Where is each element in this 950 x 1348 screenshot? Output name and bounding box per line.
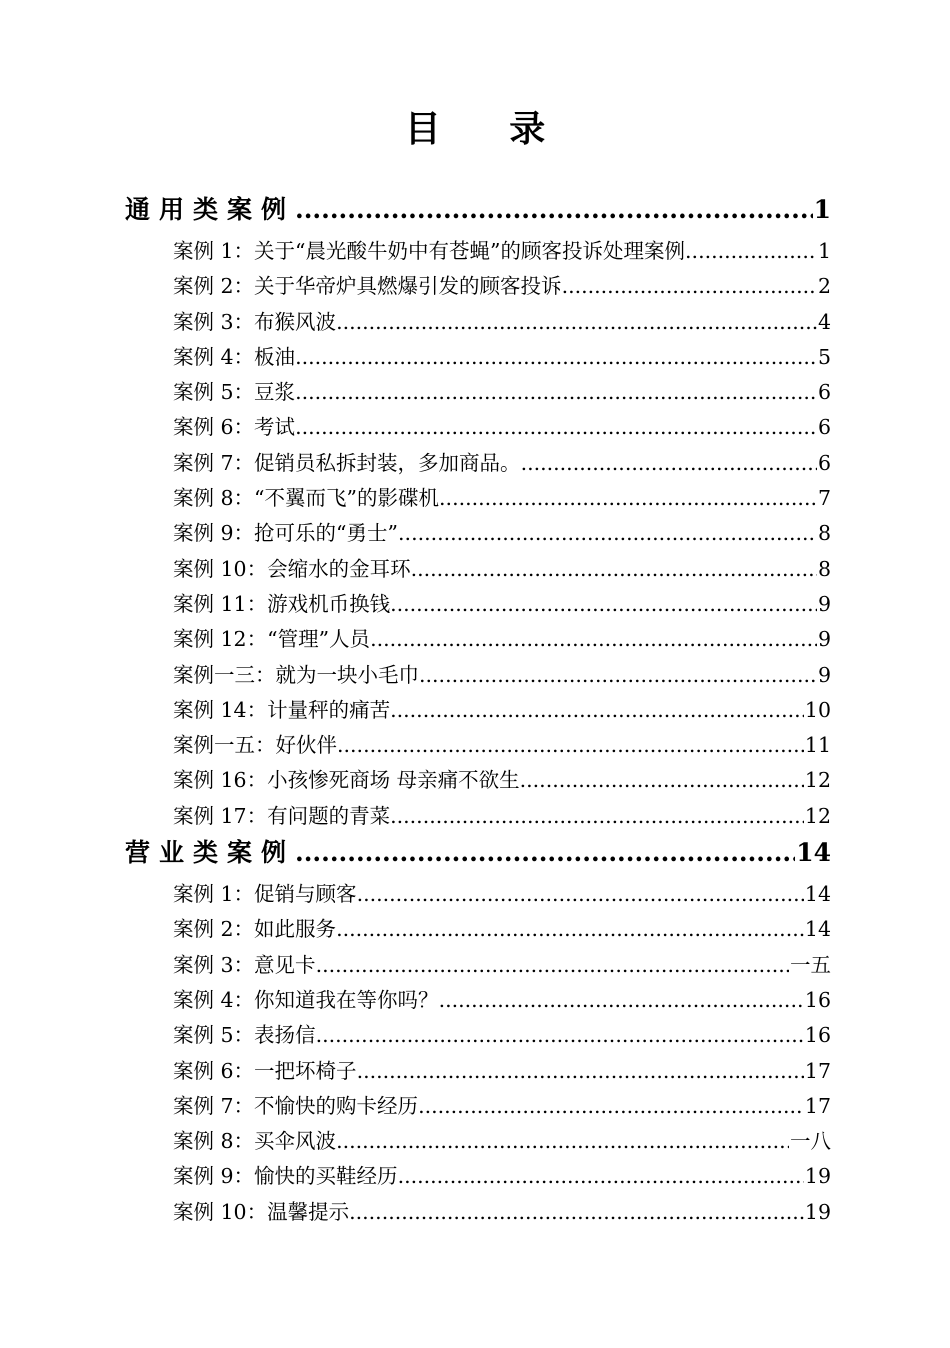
toc-item[interactable] [173, 1195, 831, 1230]
dot-leader [295, 375, 817, 410]
dot-leader [336, 912, 804, 947]
toc-item-label: 案例 9：抢可乐的“勇士” [173, 521, 399, 546]
dot-leader [295, 191, 813, 229]
table-of-contents [0, 191, 950, 1230]
dot-leader [439, 983, 804, 1018]
toc-item-label: 案例 5：表扬信 [173, 1023, 316, 1048]
toc-item-page-number: 19 [804, 1164, 831, 1189]
toc-item-list [0, 229, 950, 834]
toc-item[interactable] [173, 269, 831, 304]
toc-section-label: 营业类案例 [125, 838, 296, 868]
toc-item[interactable] [173, 693, 831, 728]
toc-item-page-number: 6 [817, 450, 831, 475]
toc-item-page-number: 8 [817, 556, 831, 581]
toc-item[interactable] [173, 1089, 831, 1124]
toc-item-label: 案例 10：温馨提示 [173, 1199, 350, 1224]
toc-item-page-number: 7 [817, 486, 831, 511]
dot-leader [316, 1018, 804, 1053]
toc-item-page-number: 2 [817, 274, 831, 299]
toc-item-label: 案例一五：好伙伴 [173, 733, 337, 758]
toc-item[interactable] [173, 587, 831, 622]
toc-item[interactable] [173, 1124, 831, 1159]
toc-item-page-number: 9 [817, 627, 831, 652]
toc-item-label: 案例 8：买伞风波 [173, 1129, 337, 1154]
toc-item[interactable] [173, 948, 831, 983]
toc-item[interactable] [173, 375, 831, 410]
toc-item-page-number: 8 [817, 521, 831, 546]
toc-item[interactable] [173, 622, 831, 657]
dot-leader [685, 234, 817, 269]
dot-leader [562, 269, 817, 304]
dot-leader [295, 410, 817, 445]
toc-section-label: 通用类案例 [125, 195, 296, 224]
toc-item[interactable] [173, 1018, 831, 1053]
dot-leader [295, 340, 817, 375]
toc-item-label: 案例 4：板油 [173, 344, 296, 369]
toc-item-label: 案例 1：促销与顾客 [173, 882, 357, 907]
toc-item-label: 案例 2：关于华帝炉具燃爆引发的顾客投诉 [173, 274, 562, 299]
dot-leader [520, 763, 804, 798]
toc-item[interactable] [173, 1159, 831, 1194]
toc-item-page-number: 一五 [790, 952, 831, 977]
toc-item[interactable] [173, 728, 831, 763]
dot-leader [357, 1054, 804, 1089]
dot-leader [439, 481, 817, 516]
dot-leader [390, 693, 804, 728]
toc-section-page-number: 14 [796, 838, 831, 868]
toc-item-page-number: 6 [817, 415, 831, 440]
toc-item-page-number: 4 [817, 309, 831, 334]
toc-item[interactable] [173, 481, 831, 516]
dot-leader [398, 1159, 804, 1194]
toc-title: 目 录 [404, 108, 574, 150]
dot-leader [411, 552, 817, 587]
toc-item-label: 案例 12：“管理”人员 [173, 627, 371, 652]
toc-item-label: 案例 11：游戏机币换钱 [173, 591, 391, 616]
dot-leader [390, 799, 804, 834]
toc-item[interactable] [173, 340, 831, 375]
dot-leader [337, 728, 804, 763]
toc-item-label: 案例 2：如此服务 [173, 917, 337, 942]
toc-item-page-number: 17 [804, 1093, 831, 1118]
dot-leader [336, 1124, 789, 1159]
toc-section-page-number: 1 [813, 195, 831, 224]
toc-section [0, 191, 950, 834]
toc-section-entry[interactable] [125, 834, 831, 872]
toc-item-label: 案例 4：你知道我在等你吗？ [173, 987, 439, 1012]
toc-item-label: 案例一三：就为一块小毛巾 [173, 662, 419, 687]
dot-leader [521, 446, 817, 481]
toc-section-entry[interactable] [125, 191, 831, 229]
toc-item-label: 案例 10：会缩水的金耳环 [173, 556, 411, 581]
toc-item[interactable] [173, 410, 831, 445]
toc-item-label: 案例 16：小孩惨死商场 母亲痛不欲生 [173, 768, 520, 793]
toc-item-page-number: 1 [817, 239, 831, 263]
toc-item-label: 案例 6：一把坏椅子 [173, 1058, 357, 1083]
toc-item-page-number: 12 [804, 803, 831, 828]
toc-item[interactable] [173, 877, 831, 912]
dot-leader [316, 948, 789, 983]
toc-item[interactable] [173, 1054, 831, 1089]
dot-leader [419, 658, 817, 693]
dot-leader [390, 587, 817, 622]
toc-item-page-number: 一八 [790, 1129, 831, 1154]
toc-item-label: 案例 3：意见卡 [173, 952, 316, 977]
dot-leader [295, 834, 795, 872]
toc-item-list [0, 872, 950, 1230]
toc-item[interactable] [173, 234, 831, 269]
toc-item-page-number: 14 [804, 917, 831, 942]
dot-leader [398, 516, 817, 551]
toc-item[interactable] [173, 305, 831, 340]
toc-item[interactable] [173, 552, 831, 587]
toc-item-page-number: 10 [804, 697, 831, 722]
toc-section [0, 834, 950, 1230]
toc-item-page-number: 5 [817, 344, 831, 369]
toc-item-page-number: 19 [804, 1199, 831, 1224]
toc-item-page-number: 12 [804, 768, 831, 793]
toc-item-label: 案例 3：布猴风波 [173, 309, 337, 334]
toc-item[interactable] [173, 763, 831, 798]
toc-item[interactable] [173, 658, 831, 693]
dot-leader [418, 1089, 804, 1124]
dot-leader [336, 305, 817, 340]
toc-item[interactable] [173, 983, 831, 1018]
toc-item-page-number: 11 [804, 733, 831, 758]
toc-item-label: 案例 7：不愉快的购卡经历 [173, 1093, 419, 1118]
toc-item[interactable] [173, 799, 831, 834]
dot-leader [370, 622, 817, 657]
toc-item-page-number: 17 [804, 1058, 831, 1083]
toc-item-label: 案例 9：愉快的买鞋经历 [173, 1164, 398, 1189]
toc-item[interactable] [173, 516, 831, 551]
toc-item-label: 案例 7：促销员私拆封装，多加商品。 [173, 450, 521, 475]
toc-item-page-number: 6 [817, 380, 831, 405]
toc-item[interactable] [173, 446, 831, 481]
toc-item-label: 案例 5：豆浆 [173, 380, 296, 405]
toc-item-page-number: 16 [804, 1023, 831, 1048]
toc-item-page-number: 16 [804, 987, 831, 1012]
toc-item-label: 案例 8：“不翼而飞”的影碟机 [173, 486, 440, 511]
toc-item-label: 案例 1：关于“晨光酸牛奶中有苍蝇”的顾客投诉处理案例 [173, 239, 686, 263]
toc-item-label: 案例 14：计量秤的痛苦 [173, 697, 391, 722]
toc-item-label: 案例 17：有问题的青菜 [173, 803, 391, 828]
dot-leader [357, 877, 804, 912]
toc-item[interactable] [173, 912, 831, 947]
toc-item-page-number: 14 [804, 882, 831, 907]
toc-item-label: 案例 6：考试 [173, 415, 296, 440]
toc-item-page-number: 9 [817, 662, 831, 687]
toc-item-page-number: 9 [817, 591, 831, 616]
dot-leader [349, 1195, 804, 1230]
